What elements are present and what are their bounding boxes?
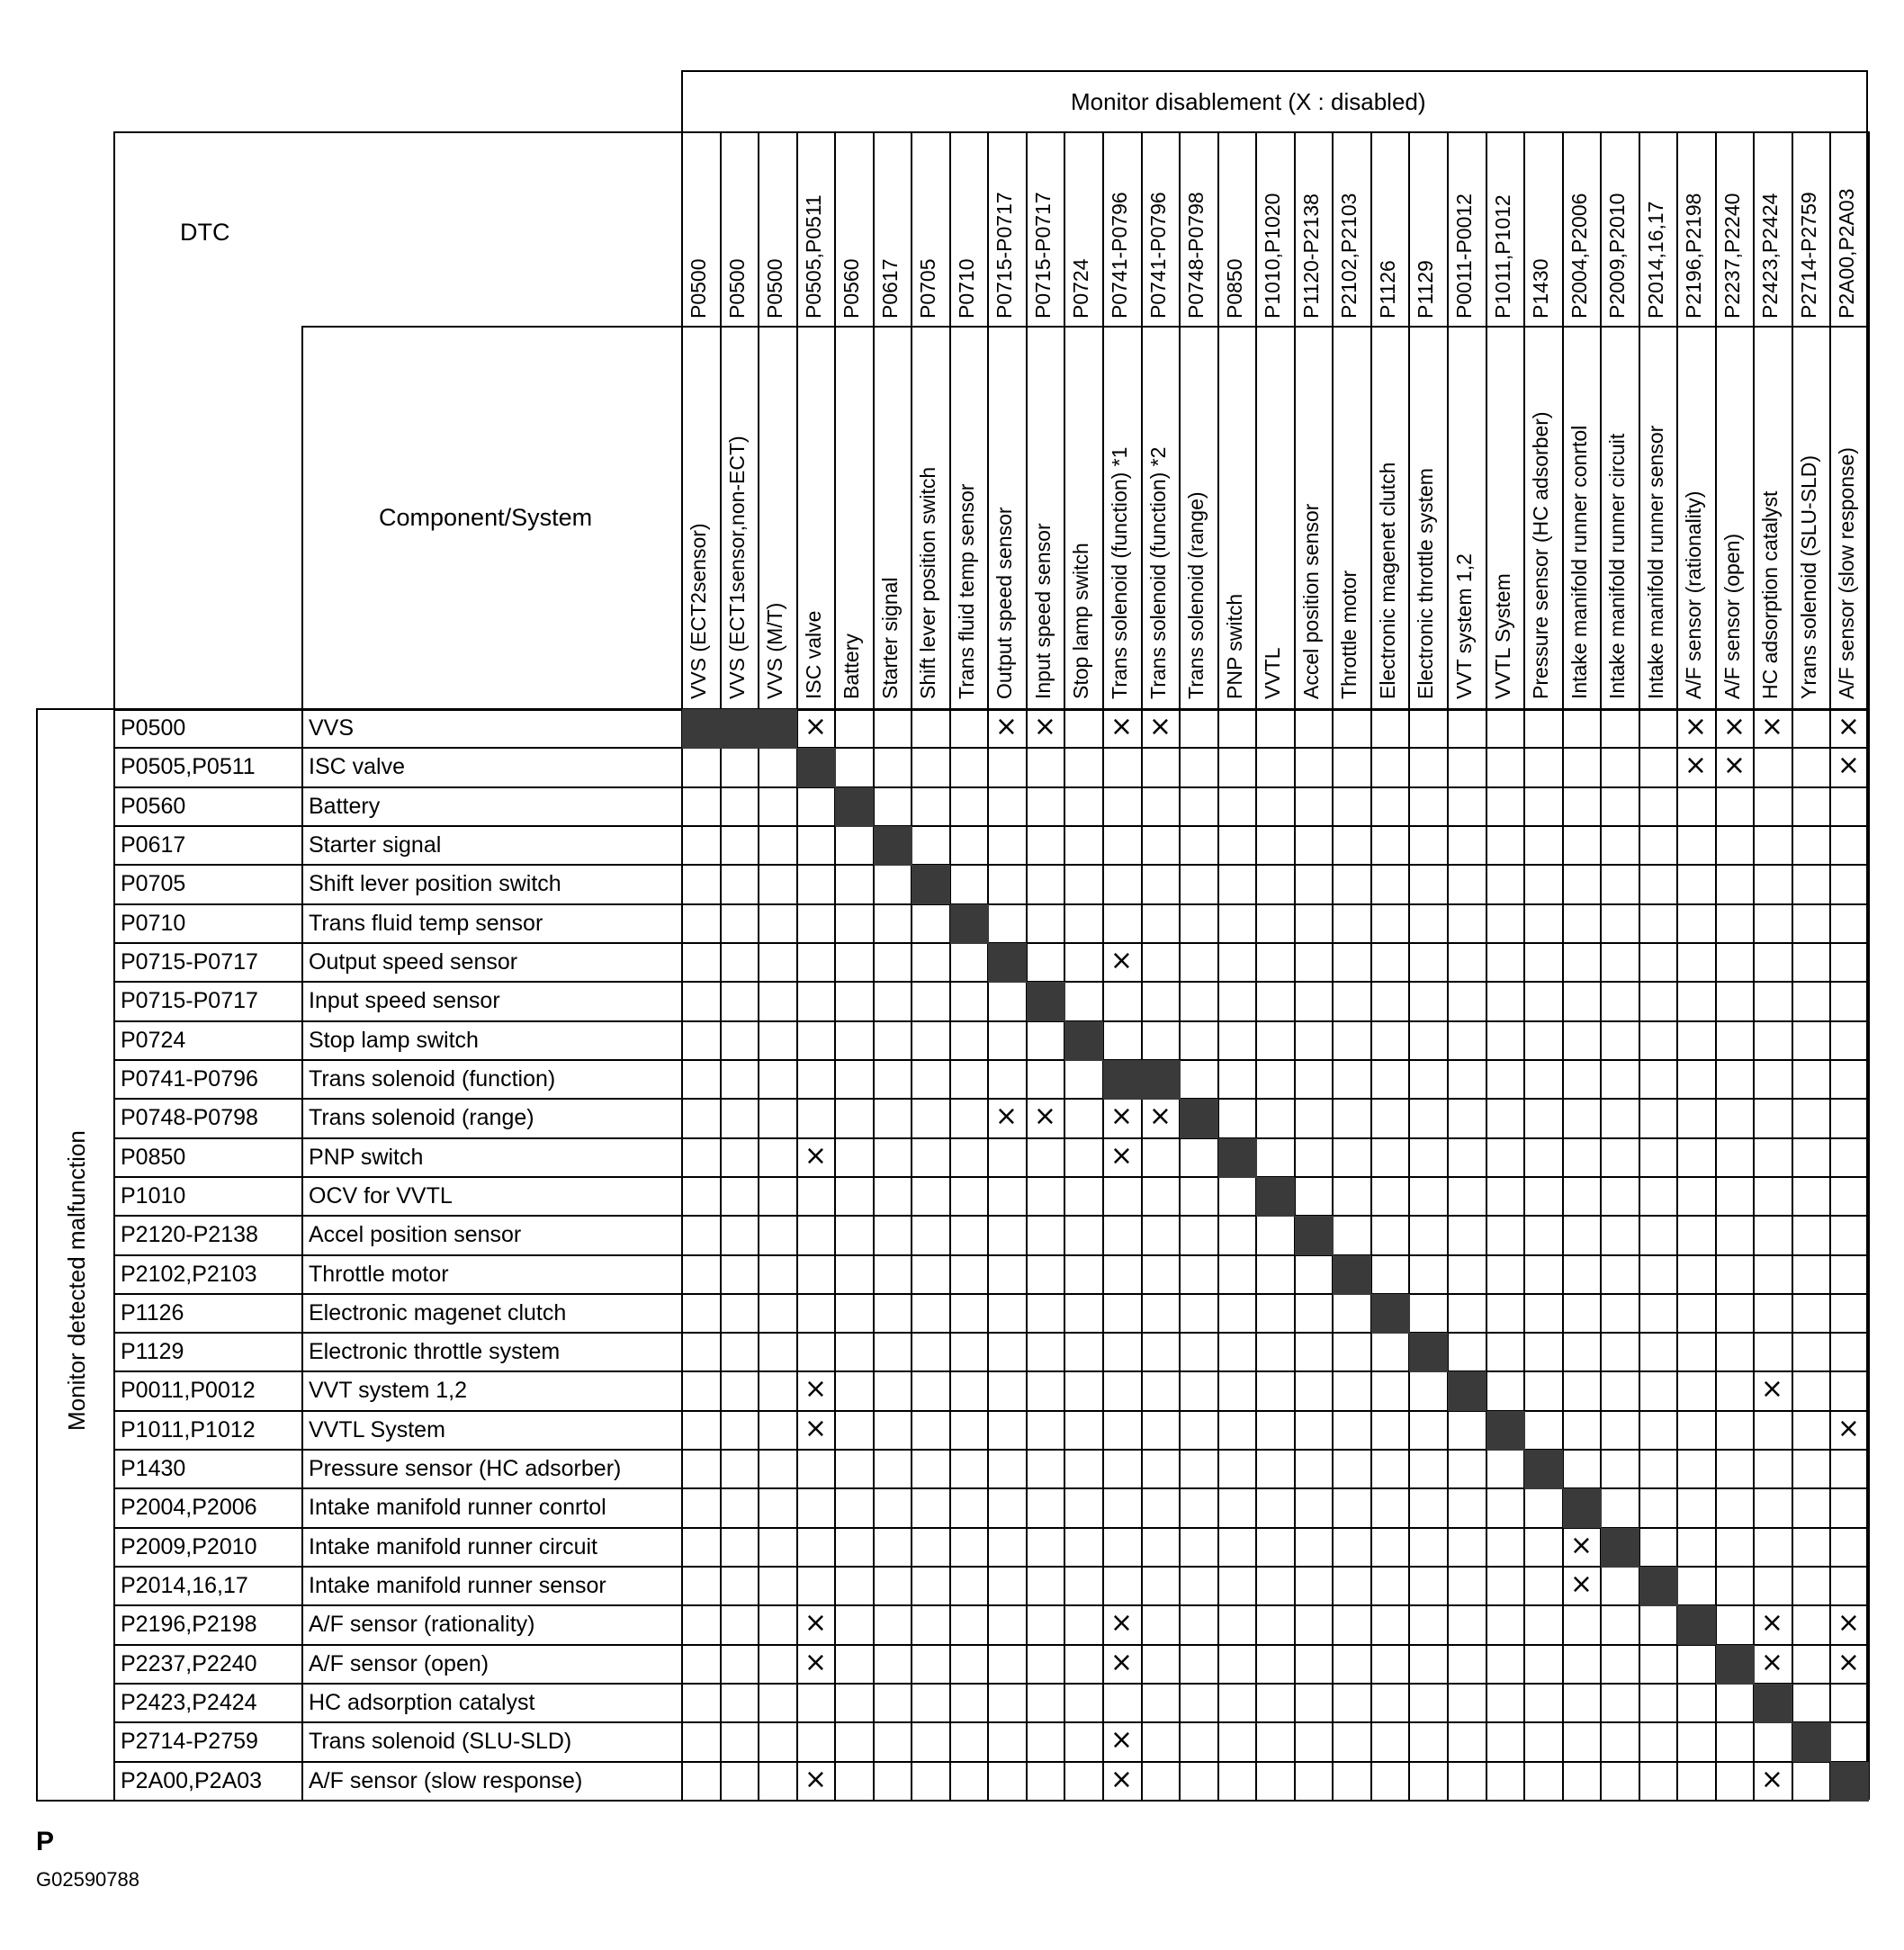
column-name-label: Intake manifold runner sensor [1644,425,1667,699]
column-line [1753,131,1755,1800]
diagonal-shaded-cell [950,904,989,944]
diagonal-shaded-cell [1448,1371,1486,1411]
disabled-mark: × [1109,945,1134,976]
diagonal-shaded-cell [1409,1333,1448,1372]
column-name-label: Trans solenoid (function) *2 [1146,446,1170,699]
diagonal-shaded-cell [835,787,874,827]
column-dtc-label: P2237,P2240 [1720,193,1744,319]
column-dtc-label: P0505,P0511 [802,194,825,319]
column-dtc-label: P0705 [916,258,939,319]
disabled-mark: × [1837,750,1861,781]
row-dtc-label: P2014,16,17 [121,1573,248,1598]
column-dtc-label: P0710 [955,258,978,319]
row-line [113,1449,1868,1451]
diagonal-shaded-cell [1601,1528,1639,1568]
row-dtc-label: P0741-P0796 [121,1066,258,1092]
row-line [113,1293,1868,1295]
row-dtc-label: P2423,P2424 [121,1690,257,1715]
column-dtc-label: P1011,P1012 [1491,194,1514,319]
column-line [1141,131,1143,1800]
column-name-label: VVS (ECT2sensor) [687,523,710,699]
row-dtc-label: P1430 [121,1456,186,1481]
column-name-label: PNP switch [1223,593,1246,699]
row-dtc-label: P0011,P0012 [121,1378,256,1403]
row-line [113,1487,1868,1489]
disabled-mark: × [1569,1530,1594,1561]
column-line [1408,131,1410,1800]
row-line [113,864,1868,866]
row-dtc-label: P0500 [121,715,186,741]
disabled-mark: × [1760,1607,1784,1639]
column-dtc-label: P2009,P2010 [1605,193,1629,319]
diagonal-shaded-cell [1027,982,1065,1021]
diagonal-shaded-cell [1524,1450,1563,1489]
row-name-label: OCV for VVTL [309,1183,453,1209]
disabled-mark: × [1109,1101,1134,1132]
disabled-mark: × [1684,711,1708,742]
diagonal-shaded-cell [721,709,759,749]
disabled-mark: × [994,711,1019,742]
disabled-mark: × [1148,711,1172,742]
row-line [113,903,1868,905]
header-bottom-border [113,708,1868,711]
row-name-label: Input speed sensor [309,988,500,1013]
component-left-border [301,326,303,1800]
column-line [1447,131,1449,1800]
diagonal-shaded-cell [1256,1177,1295,1217]
column-line [1217,131,1219,1800]
row-name-label: Accel position sensor [309,1222,522,1247]
disabled-mark: × [804,1140,828,1172]
row-name-label: Electronic magenet clutch [309,1300,567,1325]
column-name-label: HC adsorption catalyst [1758,490,1782,699]
diagonal-shaded-cell [1180,1099,1218,1138]
row-dtc-label: P0705 [121,871,186,896]
disabled-mark: × [1684,750,1708,781]
row-line [113,825,1868,827]
column-dtc-label: P0850 [1223,258,1246,319]
column-dtc-label: P2A00,P2A03 [1835,188,1858,319]
row-name-label: A/F sensor (open) [309,1651,489,1676]
disabled-mark: × [994,1101,1019,1132]
row-name-label: Output speed sensor [309,949,518,975]
column-name-label: Trans solenoid (function) *1 [1108,446,1131,699]
row-dtc-label: P1126 [121,1300,184,1325]
row-name-label: Trans fluid temp sensor [309,911,543,936]
column-dtc-label: P1430 [1529,258,1552,319]
disabled-mark: × [1760,711,1784,742]
row-line [113,1176,1868,1178]
disabled-mark: × [804,1647,828,1678]
row-dtc-label: P0505,P0511 [121,754,256,779]
row-dtc-label: P0715-P0717 [121,949,258,975]
diagonal-shaded-cell [1486,1411,1525,1451]
disabled-mark: × [1109,1647,1134,1678]
column-name-label: Battery [840,634,863,699]
diagonal-shaded-cell [1333,1255,1371,1295]
column-dtc-label: P0500 [687,258,710,319]
row-line [113,1721,1868,1723]
row-name-label: Intake manifold runner conrtol [309,1495,606,1520]
column-line [1868,131,1870,1800]
row-dtc-label: P0617 [121,832,186,858]
column-name-label: ISC valve [802,610,825,699]
row-dtc-label: P0748-P0798 [121,1105,258,1130]
row-line [113,1370,1868,1372]
column-name-label: Electronic magenet clutch [1376,462,1399,699]
column-dtc-label: P1120-P2138 [1299,193,1323,319]
row-name-label: VVTL System [309,1417,445,1442]
row-line [113,1761,1868,1763]
column-dtc-label: P2004,P2006 [1567,193,1591,319]
column-dtc-label: P0500 [763,258,786,319]
disabled-mark: × [804,711,828,742]
column-dtc-label: P2102,P2103 [1337,193,1361,319]
row-name-label: A/F sensor (rationality) [309,1612,535,1637]
diagonal-shaded-cell [1142,1060,1181,1100]
column-line [1486,131,1487,1800]
column-name-label: VVTL [1261,647,1284,699]
column-line [834,131,836,1800]
column-header-divider [681,326,1868,328]
row-dtc-label: P2237,P2240 [121,1651,257,1676]
column-name-label: Input speed sensor [1031,523,1055,699]
column-line [1523,131,1525,1800]
column-dtc-label: P0715-P0717 [992,192,1016,319]
column-line [1294,131,1296,1800]
column-dtc-label: P2714-P2759 [1797,192,1820,319]
row-line [113,1644,1868,1646]
row-line [113,1604,1868,1606]
row-name-label: Shift lever position switch [309,871,561,896]
column-name-label: Shift lever position switch [916,466,939,699]
diagonal-shaded-cell [1295,1216,1334,1255]
header-top-border [681,70,1868,72]
column-line [949,131,951,1800]
row-name-label: ISC valve [309,754,405,779]
column-line [1179,131,1181,1800]
row-dtc-label: P2714-P2759 [121,1729,258,1754]
diagonal-shaded-cell [912,865,950,904]
footer-code: P [36,1827,55,1856]
component-header-label: Component/System [379,504,593,531]
diagonal-shaded-cell [759,709,797,749]
header-mid-divider [301,326,681,328]
disabled-mark: × [1837,1647,1861,1678]
column-dtc-label: P0500 [725,258,749,319]
column-dtc-label: P0617 [878,258,902,319]
table-top-border [113,131,1868,133]
dtc-header-label: DTC [180,219,230,246]
column-line [1332,131,1334,1800]
disabled-mark: × [1148,1101,1172,1132]
row-dtc-label: P0560 [121,794,186,819]
row-line [113,1059,1868,1061]
diagonal-shaded-cell [1754,1684,1792,1723]
disabled-mark: × [1109,1140,1134,1172]
column-line [873,131,875,1800]
disabled-mark: × [1722,750,1747,781]
row-name-label: Trans solenoid (function) [309,1066,556,1092]
column-line [1792,131,1793,1800]
column-name-label: VVS (M/T) [763,602,786,699]
column-dtc-label: P0741-P0796 [1146,192,1170,319]
row-dtc-label: P2004,P2006 [121,1495,257,1520]
row-dtc-label: P0710 [121,911,186,936]
disabled-mark: × [804,1373,828,1405]
row-line [113,1410,1868,1412]
diagonal-shaded-cell [1064,1021,1103,1061]
disabled-mark: × [1033,1101,1057,1132]
diagonal-shaded-cell [1103,1060,1142,1100]
row-dtc-label: P2102,P2103 [121,1262,257,1287]
disabled-mark: × [1837,1413,1861,1444]
column-name-label: Stop lamp switch [1069,543,1092,699]
row-group-label: Monitor detected malfunction [63,1130,90,1431]
row-name-label: Battery [309,794,381,819]
row-line [113,1020,1868,1022]
column-line [796,131,798,1800]
diagonal-shaded-cell [1792,1722,1831,1762]
column-name-label: VVTL System [1491,573,1514,699]
disabled-mark: × [1109,711,1134,742]
column-dtc-label: P1010,P1020 [1261,193,1284,319]
figure-id: G02590788 [36,1868,139,1891]
diagonal-shaded-cell [1639,1567,1678,1606]
column-line [720,131,722,1800]
row-dtc-label: P0715-P0717 [121,988,258,1013]
column-name-label: A/F sensor (open) [1720,533,1744,699]
row-dtc-label: P1011,P1012 [121,1417,256,1442]
disabled-mark: × [1109,1607,1134,1639]
diagonal-shaded-cell [797,748,836,787]
disabled-mark: × [804,1607,828,1639]
column-line [1829,131,1831,1800]
column-dtc-label: P0560 [840,258,863,319]
disabled-mark: × [1109,1724,1134,1756]
row-dtc-label: P1010 [121,1183,186,1209]
column-name-label: Throttle motor [1337,570,1361,699]
column-name-label: Starter signal [878,577,902,699]
disabled-mark: × [1569,1568,1594,1600]
column-dtc-label: P0748-P0798 [1184,192,1208,319]
diagonal-shaded-cell [1716,1645,1755,1685]
column-name-label: Yrans solenoid (SLU-SLD) [1797,454,1820,699]
row-name-label: VVT system 1,2 [309,1378,467,1403]
column-name-label: Accel position sensor [1299,503,1323,699]
row-dtc-label: P0724 [121,1028,186,1053]
column-line [1676,131,1678,1800]
disabled-mark: × [1760,1373,1784,1405]
column-dtc-label: P2196,P2198 [1682,193,1705,319]
row-dtc-label: P2A00,P2A03 [121,1768,263,1793]
disabled-mark: × [1837,1607,1861,1639]
row-name-label: Trans solenoid (range) [309,1105,534,1130]
column-name-label: Intake manifold runner conrtol [1567,425,1591,699]
column-name-label: VVS (ECT1sensor,non-ECT) [725,436,749,699]
group-top-border [36,708,113,710]
disabled-mark: × [804,1413,828,1444]
diagonal-shaded-cell [1830,1762,1869,1802]
diagonal-shaded-cell [1371,1294,1410,1334]
diagonal-shaded-cell [1677,1605,1716,1645]
row-name-label: A/F sensor (slow response) [309,1768,583,1793]
header-left-border [681,70,683,131]
column-name-label: Trans fluid temp sensor [955,483,978,699]
row-name-label: Starter signal [309,832,442,858]
row-dtc-label: P0850 [121,1145,186,1170]
row-line [113,1137,1868,1139]
column-dtc-label: P0741-P0796 [1108,192,1131,319]
disabled-mark: × [1033,711,1057,742]
row-line [113,1332,1868,1334]
row-name-label: Pressure sensor (HC adsorber) [309,1456,622,1481]
dtc-left-border [113,131,115,1800]
column-line [1715,131,1717,1800]
row-name-label: HC adsorption catalyst [309,1690,535,1715]
diagonal-shaded-cell [874,826,912,866]
disabled-mark: × [804,1764,828,1795]
row-name-label: Stop lamp switch [309,1028,479,1053]
column-name-label: Output speed sensor [992,507,1016,699]
column-name-label: Electronic throttle system [1414,468,1437,699]
row-line [36,1800,1868,1802]
row-dtc-label: P2009,P2010 [121,1534,257,1559]
column-name-label: VVT system 1,2 [1452,553,1476,699]
row-name-label: Electronic throttle system [309,1339,561,1364]
column-line [911,131,912,1800]
column-line [758,131,759,1800]
row-line [113,1254,1868,1256]
column-name-label: A/F sensor (slow response) [1835,447,1858,699]
row-line [113,1683,1868,1685]
row-line [113,1098,1868,1100]
column-dtc-label: P1129 [1414,260,1437,319]
row-name-label: Intake manifold runner circuit [309,1534,597,1559]
row-name-label: PNP switch [309,1145,424,1170]
column-line [1370,131,1372,1800]
row-line [113,1215,1868,1217]
disabled-mark: × [1837,711,1861,742]
row-dtc-label: P2196,P2198 [121,1612,257,1637]
column-line [1255,131,1257,1800]
row-dtc-label: P1129 [121,1339,184,1364]
disabled-mark: × [1109,1764,1134,1795]
row-name-label: Throttle motor [309,1262,449,1287]
column-line [1064,131,1065,1800]
diagonal-shaded-cell [1563,1488,1602,1528]
column-name-label: Pressure sensor (HC adsorber) [1529,411,1552,699]
row-name-label: VVS [309,715,355,741]
row-line [113,786,1868,788]
column-dtc-label: P0715-P0717 [1031,192,1055,319]
row-line [113,747,1868,749]
diagonal-shaded-cell [682,709,721,749]
column-name-label: Intake manifold runner circuit [1605,433,1629,699]
column-name-label: Trans solenoid (range) [1184,491,1208,699]
column-name-label: A/F sensor (rationality) [1682,490,1705,699]
disabled-mark: × [1760,1647,1784,1678]
diagonal-shaded-cell [1218,1138,1257,1178]
column-dtc-label: P2014,16,17 [1644,201,1667,319]
diagonal-shaded-cell [988,943,1027,983]
column-line [681,131,683,1800]
column-dtc-label: P2423,P2424 [1758,193,1782,319]
column-dtc-label: P0011-P0012 [1452,193,1476,319]
column-dtc-label: P1126 [1376,260,1399,319]
row-name-label: Intake manifold runner sensor [309,1573,606,1598]
row-name-label: Trans solenoid (SLU-SLD) [309,1729,572,1754]
table-title: Monitor disablement (X : disabled) [1071,88,1426,115]
disabled-mark: × [1760,1764,1784,1795]
row-dtc-label: P2120-P2138 [121,1222,258,1247]
disabled-mark: × [1722,711,1747,742]
group-left-border [36,708,38,1800]
column-dtc-label: P0724 [1069,258,1092,319]
